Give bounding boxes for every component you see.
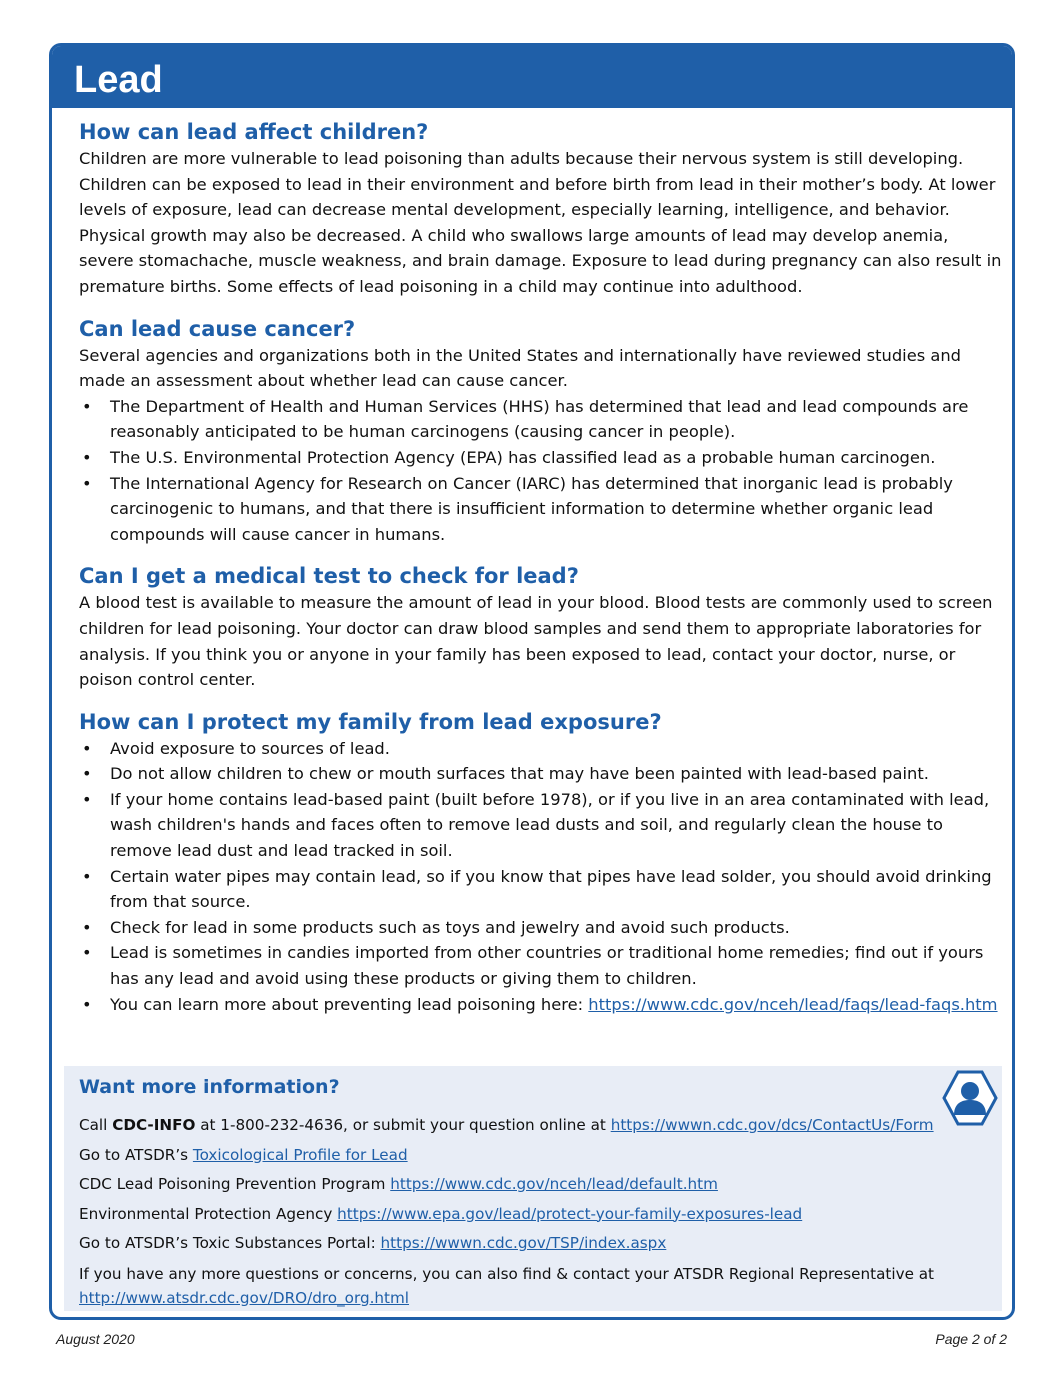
section-heading: How can lead affect children? (79, 120, 429, 144)
info-row-regional: If you have any more questions or concerns, you can also find & contact your ATSDR Regional Representative at http://www.atsdr.cdc.gov/DRO/dro_org.html (79, 1264, 935, 1307)
section-paragraph: A blood test is available to measure the amount of lead in your blood. Blood tests are commonly used to screen children for lead poisoning. Your doctor can draw blood samples and send them to appropriate laboratories for analysis. If you think you or anyone in your family has been exposed to lead, contact your doctor, nurse, or poison control center. (79, 593, 993, 690)
main-content (79, 118, 1004, 1032)
document-frame (49, 43, 1015, 1320)
bullet-icon: • (82, 764, 92, 784)
section-heading: How can I protect my family from lead exposure? (79, 709, 662, 734)
epa-lead-link[interactable]: https://www.epa.gov/lead/protect-your-family-exposures-lead (337, 1204, 803, 1223)
section-protect (79, 708, 1004, 1018)
info-row-profile: Go to ATSDR’s Toxicological Profile for Lead (79, 1145, 408, 1164)
lead-faqs-link[interactable]: https://www.cdc.gov/nceh/lead/faqs/lead-faqs.htm (588, 994, 998, 1014)
section-heading: Can lead cause cancer? (79, 316, 356, 341)
section-cancer (79, 315, 1004, 548)
bullet-icon: • (82, 738, 92, 758)
info-row-epa: Environmental Protection Agency https://www.epa.gov/lead/protect-your-family-exposures-lead (79, 1204, 803, 1223)
list-item: • The International Agency for Research on Cancer (IARC) has determined that inorganic lead is probably carcinogenic to humans, and that there is insufficient information to determine whether organic lead compounds will cause cancer in humans. (79, 471, 1004, 548)
bullet-list (79, 736, 1004, 1018)
list-item: • If your home contains lead-based paint (built before 1978), or if you live in an area contaminated with lead, wash children's hands and faces often to remove lead dusts and soil, and regularly clean the house to remove lead dust and lead tracked in soil. (79, 787, 1004, 864)
bullet-icon: • (82, 994, 92, 1014)
list-item: • You can learn more about preventing lead poisoning here: https://www.cdc.gov/nceh/lead/faqs/lead-faqs.htm (79, 992, 1004, 1018)
list-item: • Do not allow children to chew or mouth surfaces that may have been painted with lead-based paint. (79, 761, 1004, 787)
toxicological-profile-link[interactable]: Toxicological Profile for Lead (192, 1145, 408, 1164)
section-medical-test (79, 562, 1004, 692)
list-item: • Avoid exposure to sources of lead. (79, 736, 1004, 762)
cdc-lead-program-link[interactable]: https://www.cdc.gov/nceh/lead/default.htm (390, 1175, 718, 1193)
info-rows (79, 1111, 979, 1310)
more-info-heading: Want more information? (79, 1076, 340, 1098)
list-item: • Certain water pipes may contain lead, so if you know that pipes have lead solder, you should avoid drinking from that source. (79, 864, 1004, 915)
bullet-icon: • (82, 789, 92, 809)
more-info-box (64, 1066, 1002, 1311)
section-children (79, 118, 1004, 300)
info-row-portal: Go to ATSDR’s Toxic Substances Portal: https://wwwn.cdc.gov/TSP/index.aspx (79, 1234, 667, 1252)
bullet-icon: • (82, 866, 92, 886)
list-item: • Check for lead in some products such as toys and jewelry and avoid such products. (79, 915, 1004, 941)
bullet-icon: • (82, 943, 92, 963)
footer-page-number: Page 2 of 2 (935, 1331, 1007, 1347)
bullet-icon: • (82, 396, 92, 416)
list-item: • The Department of Health and Human Services (HHS) has determined that lead and lead compounds are reasonably anticipated to be human carcinogens (causing cancer in people). (79, 394, 1004, 445)
list-item: • The U.S. Environmental Protection Agency (EPA) has classified lead as a probable human carcinogen. (79, 445, 1004, 471)
contact-form-link[interactable]: https://wwwn.cdc.gov/dcs/ContactUs/Form (610, 1116, 934, 1134)
toxic-substances-portal-link[interactable]: https://wwwn.cdc.gov/TSP/index.aspx (380, 1234, 667, 1252)
regional-representative-link[interactable]: http://www.atsdr.cdc.gov/DRO/dro_org.html (79, 1288, 410, 1307)
bullet-icon: • (82, 473, 92, 493)
footer-date: August 2020 (56, 1331, 135, 1347)
info-row-call: Call CDC-INFO at 1-800-232-4636, or submit your question online at https://wwwn.cdc.gov/dcs/ContactUs/Form (79, 1116, 934, 1134)
info-row-cdc: CDC Lead Poisoning Prevention Program https://www.cdc.gov/nceh/lead/default.htm (79, 1175, 718, 1193)
bullet-icon: • (82, 447, 92, 467)
page-title: Lead (74, 59, 163, 101)
bullet-list (79, 394, 1004, 548)
title-banner (52, 46, 1012, 108)
section-heading: Can I get a medical test to check for lead? (79, 564, 579, 589)
bullet-icon: • (82, 917, 92, 937)
list-item: • Lead is sometimes in candies imported from other countries or traditional home remedies; find out if yours has any lead and avoid using these products or giving them to children. (79, 940, 1004, 991)
section-paragraph: Several agencies and organizations both in the United States and internationally have reviewed studies and made an assessment about whether lead can cause cancer. (79, 345, 961, 391)
section-paragraph: Children are more vulnerable to lead poisoning than adults because their nervous system is still developing. Children can be exposed to lead in their environment and before birth from lead in their mother’s body. At lower levels of exposure, lead can decrease mental development, especially learning, intelligence, and behavior. Physical growth may also be decreased. A child who swallows large amounts of lead may develop anemia, severe stomachache, muscle weakness, and brain damage. Exposure to lead during pregnancy can also result in premature births. Some effects of lead poisoning in a child may continue into adulthood. (79, 149, 1002, 296)
